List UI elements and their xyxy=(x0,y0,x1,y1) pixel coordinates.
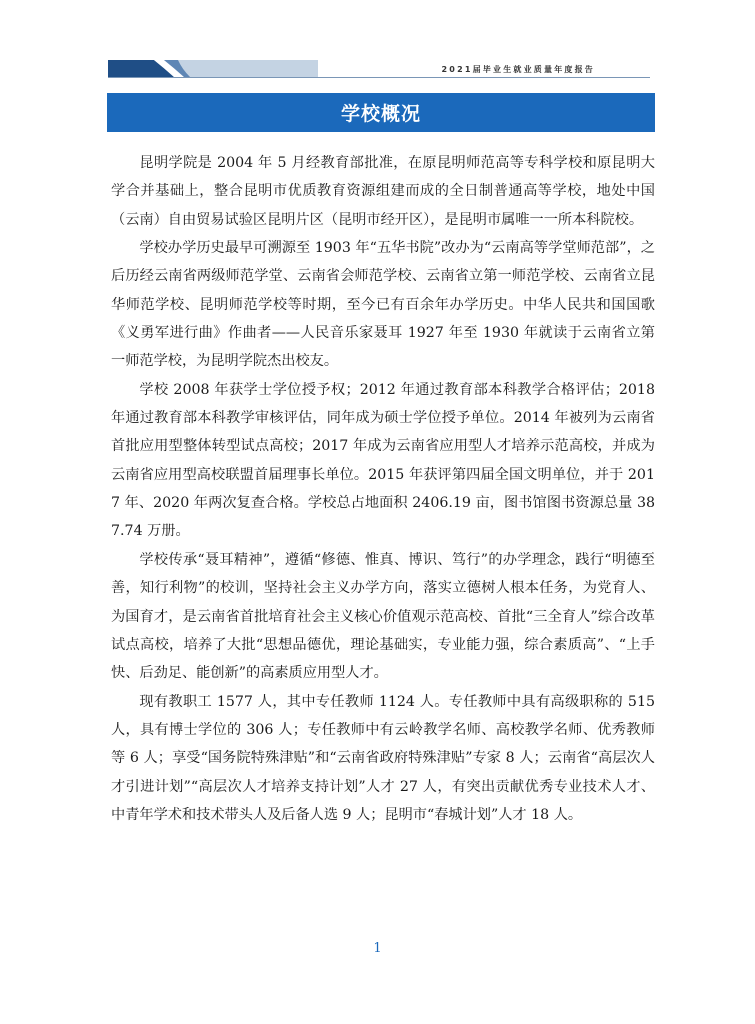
paragraph: 学校传承“聂耳精神”，遵循“修德、惟真、博识、笃行”的办学理念，践行“明德至善，知行利物”的校训，坚持社会主义办学方向，落实立德树人根本任务，为党育人、为国育才，是云南省首批培育社会主义核心价值观示范高校、首批“三全育人”综合改革试点高校，培养了大批“思想品德优，理论基础实，专业能力强，综合素质高”、“上手快、后劲足、能创新”的高素质应用型人才。 xyxy=(111,551,655,682)
paragraph: 学校 2008 年获学士学位授予权；2012 年通过教育部本科教学合格评估；2018 年通过教育部本科教学审核评估，同年成为硕士学位授予单位。2014 年被列为云南省首批应用型整体转型试点高校；2017 年成为云南省应用型人才培养示范高校，并成为云南省应用型高校联盟首届理事长单位。2015 年获评第四届全国文明单位，并于 2017 年、2020 年两次复查合格。学校总占地面积 2406.19 亩，图书馆图书资源总量 387.74 万册。 xyxy=(111,381,655,540)
paragraph: 现有教职工 1577 人，其中专任教师 1124 人。专任教师中具有高级职称的 515 人，具有博士学位的 306 人；专任教师中有云岭教学名师、高校教学名师、优秀教师等 6 人；享受“国务院特殊津贴”和“云南省政府特殊津贴”专家 8 人；云南省“高层次人才引进计划”“高层次人才培养支持计划”人才 27 人，有突出贡献优秀专业技术人才、中青年学术和技术带头人及后备人选 9 人；昆明市“春城计划”人才 18 人。 xyxy=(111,693,655,823)
body-text xyxy=(111,149,655,829)
header-swoosh-graphic xyxy=(108,60,318,77)
header-divider xyxy=(108,77,650,78)
paragraph: 昆明学院是 2004 年 5 月经教育部批准，在原昆明师范高等专科学校和原昆明大学合并基础上，整合昆明市优质教育资源组建而成的全日制普通高等学校，地处中国（云南）自由贸易试验区昆明片区（昆明市经开区），是昆明市属唯一一所本科院校。 xyxy=(111,155,655,228)
report-title: 2021届毕业生就业质量年度报告 xyxy=(441,65,595,74)
section-banner xyxy=(107,93,655,132)
page-number: 1 xyxy=(373,941,382,956)
paragraph: 学校办学历史最早可溯源至 1903 年“五华书院”改办为“云南高等学堂师范部”，之后历经云南省两级师范学堂、云南省会师范学校、云南省立第一师范学校、云南省立昆华师范学校、昆明师范学校等时期，至今已有百余年办学历史。中华人民共和国国歌《义勇军进行曲》作曲者——人民音乐家聂耳 1927 年至 1930 年就读于云南省立第一师范学校，为昆明学院杰出校友。 xyxy=(111,240,655,370)
header-decoration-band xyxy=(108,60,318,77)
section-title: 学校概况 xyxy=(340,103,421,125)
